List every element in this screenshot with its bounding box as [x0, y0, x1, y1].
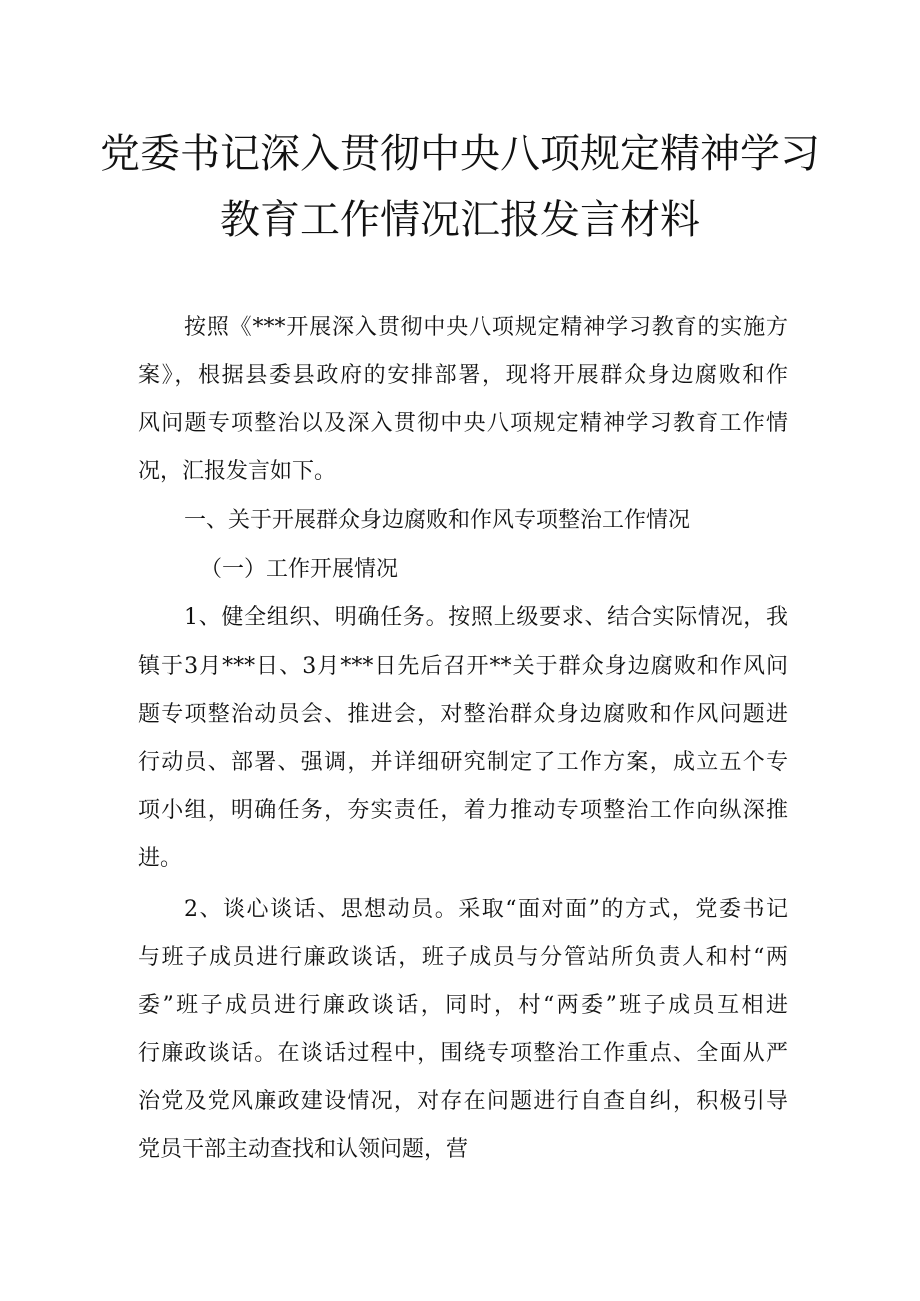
intro-line-2: 案》，根据县委县政府的安排部署，现将开展群众身边腐败和作	[138, 363, 788, 388]
item-1-line-6: 进。	[138, 846, 183, 871]
document-title-line-1: 党委书记深入贯彻中央八项规定精神学习	[100, 131, 820, 177]
item-2-line-4: 行廉政谈话。在谈话过程中，围绕专项整治工作重点、全面从严	[138, 1041, 788, 1066]
document-title-line-2: 教育工作情况汇报发言材料	[220, 197, 700, 243]
item-2-line-6: 党员干部主动查找和认领问题，营	[138, 1137, 469, 1162]
section-1-heading: 一、关于开展群众身边腐败和作风专项整治工作情况	[184, 508, 691, 533]
item-2-line-1: 2、谈心谈话、思想动员。采取“面对面”的方式，党委书记	[184, 897, 788, 922]
subsection-1-heading: （一）工作开展情况	[200, 557, 399, 582]
item-1-line-3: 题专项整治动员会、推进会，对整治群众身边腐败和作风问题进	[138, 702, 788, 727]
intro-line-4: 况，汇报发言如下。	[138, 459, 337, 484]
item-2-line-3: 委”班子成员进行廉政谈话，同时，村“两委”班子成员互相进	[138, 993, 788, 1018]
item-1-line-1: 1、健全组织、明确任务。按照上级要求、结合实际情况，我	[184, 605, 788, 630]
intro-line-3: 风问题专项整治以及深入贯彻中央八项规定精神学习教育工作情	[138, 411, 788, 436]
item-2-line-2: 与班子成员进行廉政谈话，班子成员与分管站所负责人和村“两	[138, 945, 788, 970]
intro-line-1: 按照《***开展深入贯彻中央八项规定精神学习教育的实施方	[184, 315, 788, 340]
item-2-line-5: 治党及党风廉政建设情况，对存在问题进行自查自纠，积极引导	[138, 1089, 788, 1114]
item-1-line-5: 项小组，明确任务，夯实责任，着力推动专项整治工作向纵深推	[138, 798, 788, 823]
item-1-line-4: 行动员、部署、强调，并详细研究制定了工作方案，成立五个专	[138, 750, 788, 775]
item-1-line-2: 镇于3月***日、3月***日先后召开**关于群众身边腐败和作风问	[138, 654, 788, 679]
